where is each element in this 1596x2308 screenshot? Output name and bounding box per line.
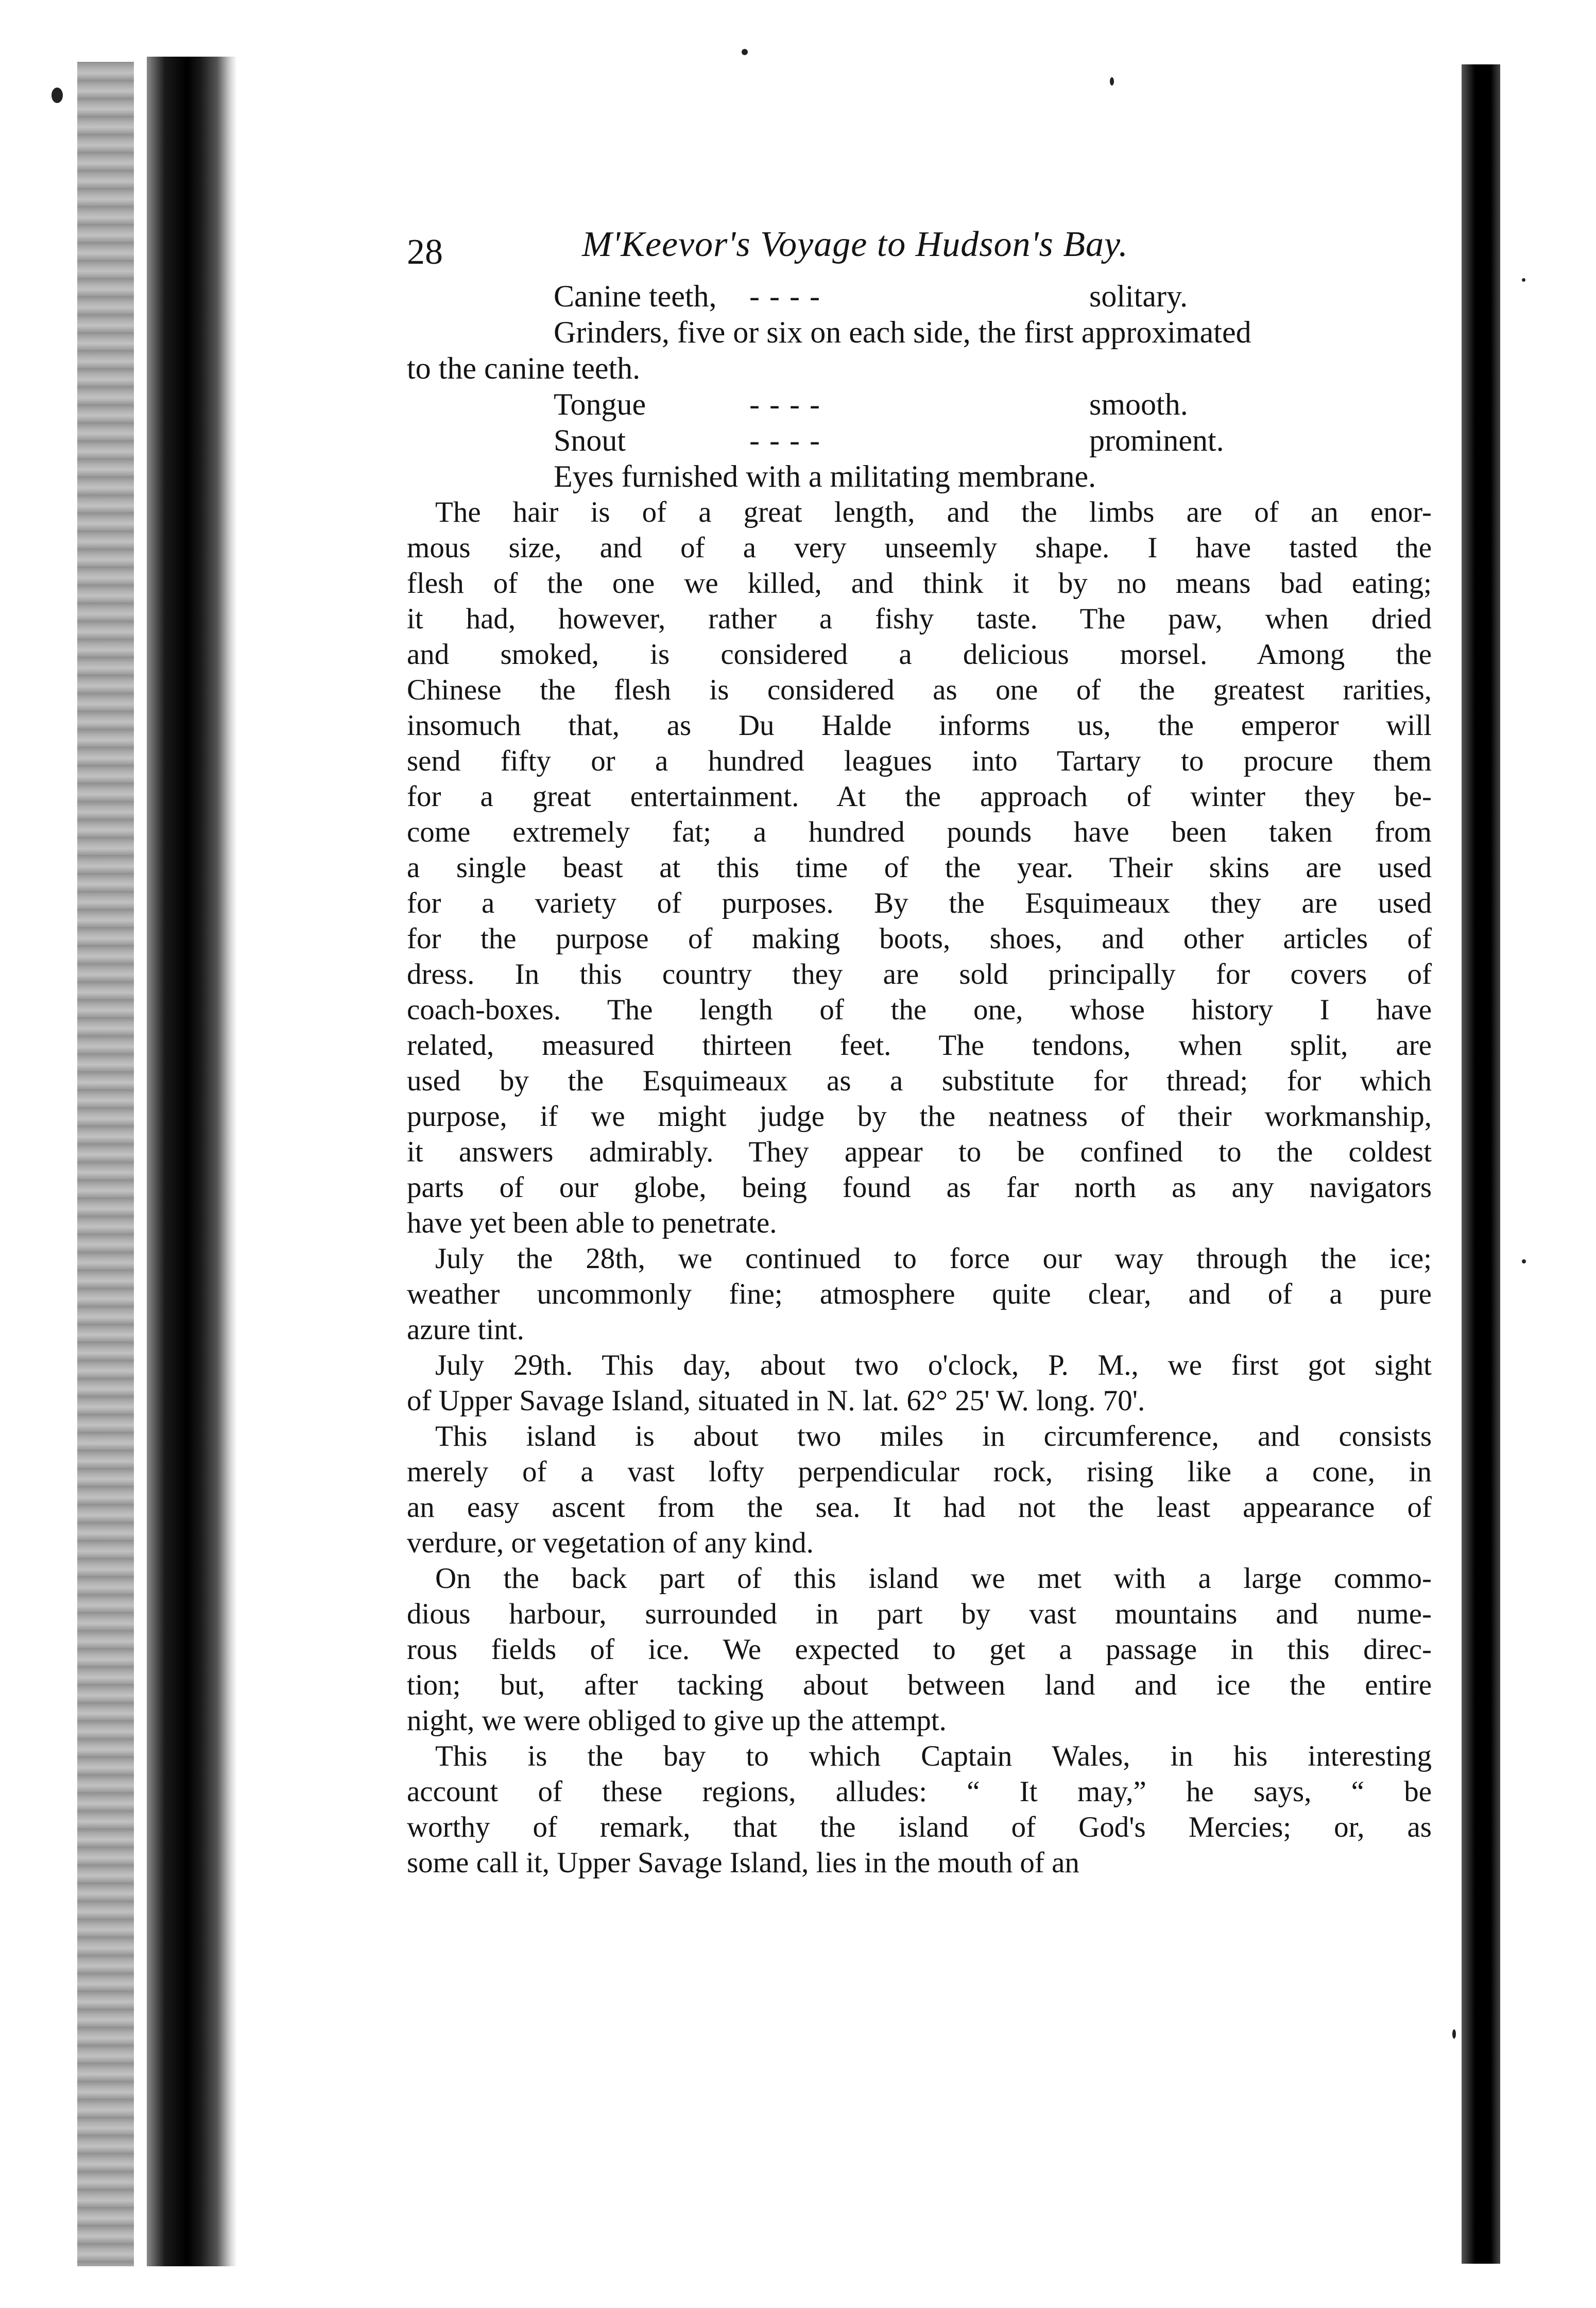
text-line: some call it, Upper Savage Island, lies in the mouth of an [407, 1847, 1079, 1879]
binding-edge-right [1462, 64, 1500, 2264]
text-line: worthy of remark, that the island of God's Mercies; or, as [407, 1811, 1432, 1843]
text-line: July the 28th, we continued to force our way through the ice; [435, 1242, 1432, 1275]
text-line: coach-boxes. The length of the one, whose history I have [407, 994, 1432, 1026]
text-line: used by the Esquimeaux as a substitute for thread; for which [407, 1065, 1432, 1097]
paragraph [407, 1561, 1432, 1738]
text-line: and smoked, is considered a delicious morsel. Among the [407, 638, 1432, 671]
text-line: account of these regions, alludes: “ It may,” he says, “ be [407, 1775, 1432, 1808]
text-line: The hair is of a great length, and the limbs are of an enor- [435, 496, 1432, 528]
entry-eyes [407, 458, 1432, 494]
text-line: purpose, if we might judge by the neatness of their workmanship, [407, 1100, 1432, 1133]
book-page [407, 221, 1432, 1880]
text-line: Chinese the flesh is considered as one of the greatest rarities, [407, 674, 1432, 706]
entry-value: smooth. [1089, 387, 1188, 421]
text-line: dious harbour, surrounded in part by vast mountains and nume- [407, 1598, 1432, 1630]
text-line: July 29th. This day, about two o'clock, P. M., we first got sight [435, 1349, 1432, 1381]
entry-grinders-line: Grinders, five or six on each side, the first approximated [554, 315, 1251, 349]
entry-value: prominent. [1089, 423, 1224, 457]
text-line: This is the bay to which Captain Wales, in his interesting [435, 1740, 1432, 1772]
text-line: dress. In this country they are sold principally for covers of [407, 958, 1432, 990]
text-line: On the back part of this island we met with a large commo- [435, 1562, 1432, 1595]
entry-snout [407, 422, 1432, 458]
text-line: tion; but, after tacking about between land and ice the entire [407, 1669, 1432, 1701]
entry-eyes-line: Eyes furnished with a militating membrane. [554, 459, 1096, 493]
entry-leader: - - - - [749, 387, 821, 421]
text-line: This island is about two miles in circumference, and consists [435, 1420, 1432, 1452]
scan-speck [1452, 2029, 1456, 2039]
text-line: verdure, or vegetation of any kind. [407, 1527, 814, 1559]
entry-leader: - - - - [749, 279, 821, 313]
text-line: send fifty or a hundred leagues into Tartary to procure them [407, 745, 1432, 777]
text-line: it had, however, rather a fishy taste. The paw, when dried [407, 603, 1432, 635]
entry-label: Snout [554, 423, 626, 457]
scan-shadow-left [77, 62, 134, 2266]
text-line: merely of a vast lofty perpendicular rock, rising like a cone, in [407, 1456, 1432, 1488]
text-line: of Upper Savage Island, situated in N. lat. 62° 25' W. long. 70'. [407, 1384, 1145, 1417]
running-title: M'Keevor's Voyage to Hudson's Bay. [582, 225, 1128, 264]
text-line: flesh of the one we killed, and think it by no means bad eating; [407, 567, 1432, 600]
text-line: a single beast at this time of the year. Their skins are used [407, 851, 1432, 884]
page-number: 28 [407, 232, 443, 272]
text-line: have yet been able to penetrate. [407, 1207, 777, 1239]
text-line: related, measured thirteen feet. The tendons, when split, are [407, 1029, 1432, 1062]
scan-speck [1110, 77, 1114, 86]
text-line: rous fields of ice. We expected to get a passage in this direc- [407, 1633, 1432, 1666]
entry-grinders-continuation: to the canine teeth. [407, 351, 641, 385]
paragraph [407, 1347, 1432, 1418]
paragraph [407, 1418, 1432, 1561]
text-line: for a variety of purposes. By the Esquimeaux they are used [407, 887, 1432, 919]
page-header [407, 221, 1432, 278]
body-text [407, 494, 1432, 1880]
binding-edge-left [147, 57, 237, 2266]
entry-label: Tongue [554, 387, 646, 421]
text-line: weather uncommonly fine; atmosphere quite clear, and of a pure [407, 1278, 1432, 1310]
entry-grinders [407, 314, 1432, 350]
entry-leader: - - - - [749, 423, 821, 457]
paragraph [407, 1241, 1432, 1347]
text-line: insomuch that, as Du Halde informs us, the emperor will [407, 709, 1432, 742]
text-line: azure tint. [407, 1313, 524, 1346]
scan-speck [742, 49, 748, 55]
entry-value: solitary. [1089, 279, 1188, 313]
text-line: it answers admirably. They appear to be confined to the coldest [407, 1136, 1432, 1168]
text-line: parts of our globe, being found as far north as any navigators [407, 1171, 1432, 1204]
text-line: mous size, and of a very unseemly shape. I have tasted the [407, 532, 1432, 564]
text-line: for the purpose of making boots, shoes, and other articles of [407, 922, 1432, 955]
scan-speck [1522, 1259, 1526, 1263]
text-line: night, we were obliged to give up the attempt. [407, 1704, 947, 1737]
entry-label: Canine teeth, [554, 279, 717, 313]
entry-tongue [407, 386, 1432, 422]
scan-speck [52, 88, 63, 103]
paragraph [407, 1738, 1432, 1880]
text-line: an easy ascent from the sea. It had not the least appearance of [407, 1491, 1432, 1524]
text-line: come extremely fat; a hundred pounds have been taken from [407, 816, 1432, 848]
text-line: for a great entertainment. At the approach of winter they be- [407, 780, 1432, 813]
entry-canine-teeth [407, 278, 1432, 314]
scan-speck [1522, 278, 1525, 282]
paragraph [407, 494, 1432, 1241]
